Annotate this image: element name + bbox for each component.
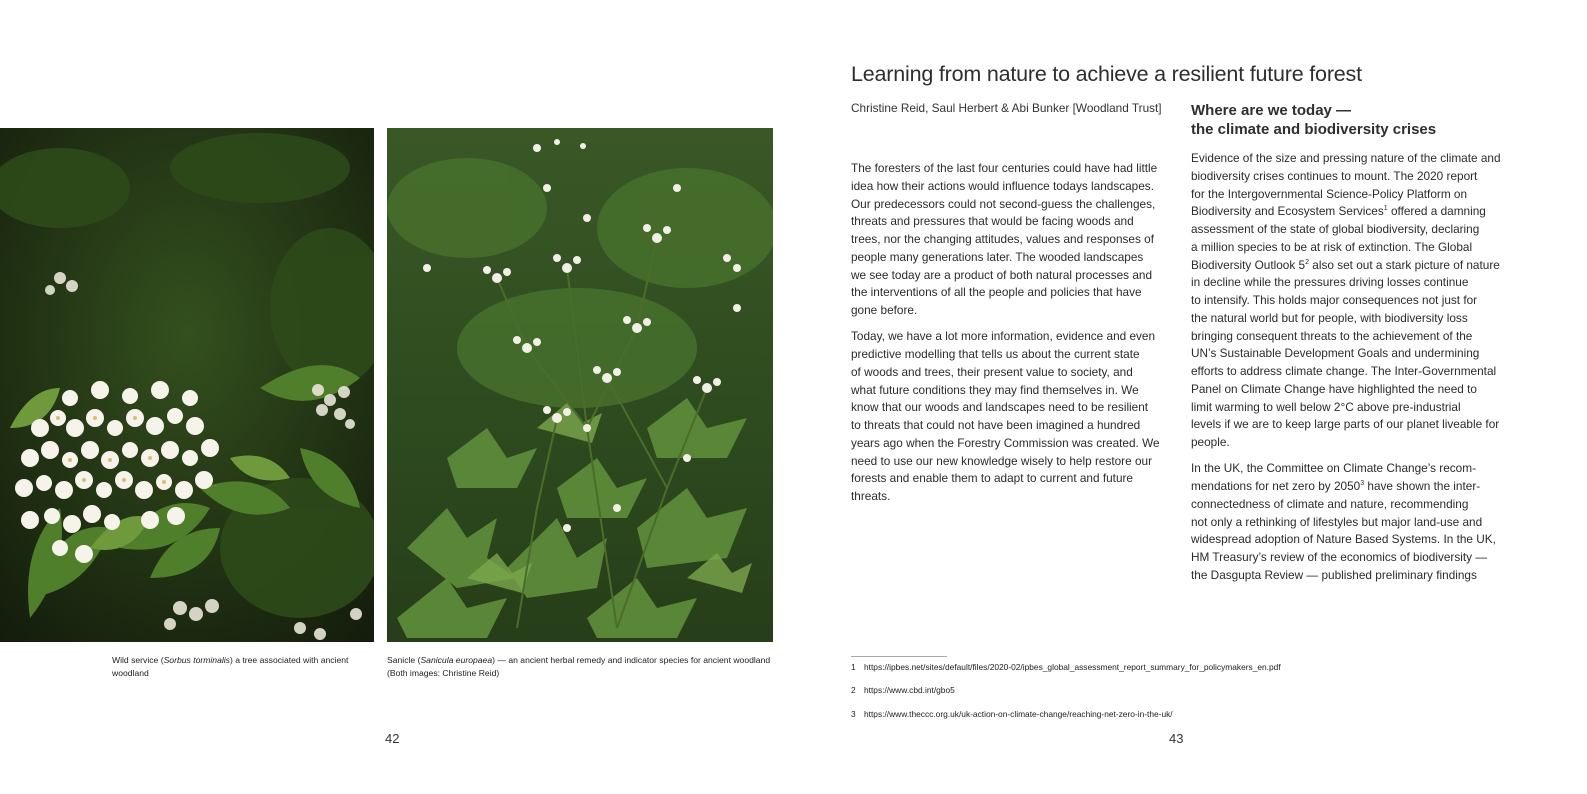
footnote-ref-1: 1 — [1383, 205, 1388, 213]
footnote-ref-3: 3 — [1360, 480, 1365, 488]
footnote-1[interactable] — [851, 662, 1281, 672]
body-column-right — [1191, 150, 1511, 593]
caption-text: Wild service ( — [112, 655, 164, 665]
caption-text: Sanicle ( — [387, 655, 421, 665]
sanicle-plant-image — [387, 128, 773, 642]
body-paragraph: The foresters of the last four centuries could have had little idea how their actions would influence todays landscapes. Our predecessors could not second-guess the challenges, threats and pressures that would be facing woods and trees, nor the changing attitudes, values and responses of people many generations later. The wooded landscapes we see today are a product of both natural processes and the interventions of all the people and policies that have gone before. — [851, 161, 1158, 317]
body-column-left — [851, 160, 1161, 514]
wild-service-blossom-image — [0, 128, 374, 642]
wild-service-photo — [0, 128, 374, 642]
footnote-link[interactable]: https://www.cbd.int/gbo5 — [864, 685, 955, 695]
caption-text: ) a tree associated with ancient woodland — [112, 655, 349, 678]
photo-credit: (Both images: Christine Reid) — [387, 668, 500, 678]
body-paragraph: Today, we have a lot more information, evidence and even predictive modelling that tells us about the current state of woods and trees, their present value to society, and what future conditions they may find themselves in. We know that our woods and landscapes need to be resilient to threats that could not have been imagined a hundred years ago when the Forestry Commission was created. We need to use our new knowledge wisely to help restore our forests and enable them to adapt to current and future threats. — [851, 329, 1160, 503]
footnote-3[interactable] — [851, 709, 1173, 719]
footnote-ref-2: 2 — [1305, 258, 1309, 266]
section-heading — [1191, 101, 1511, 139]
sanicle-photo — [387, 128, 773, 642]
page-number-left: 42 — [385, 731, 400, 746]
photo-caption-wild-service — [112, 654, 382, 680]
footnote-2[interactable] — [851, 685, 955, 695]
caption-scientific-name: Sorbus torminalis — [163, 655, 230, 665]
footnote-number: 2 — [851, 685, 856, 695]
caption-text: ) — an ancient herbal remedy and indicator species for ancient woodland — [492, 655, 771, 665]
footnote-divider — [851, 656, 947, 657]
body-paragraph: Evidence of the size and pressing nature of the climate and biodiversity crises continues to mount. The 2020 report for the Intergovernmental Science-Policy Platform on Biodiversity and Ecosystem Services$^1$ offered a damning assessment of the state of global biodiversity, declaring a million species to be at risk of extinction. The Global Biodiversity Outlook $5^2$ also set out a stark picture of nature in decline while the pressures driving losses continue to intensify. This holds major consequences not just for the natural world but for people, with biodiversity loss bringing consequent threats to the achievement of the UN’s Sustainable Development Goals and undermining efforts to address climate change. The Inter-Governmental Panel on Climate Change have highlighted the need to limit warming to well below 2°C above pre-industrial levels if we are to keep large parts of our planet liveable for people. — [1191, 151, 1501, 449]
article-authors: Christine Reid, Saul Herbert & Abi Bunker [Woodland Trust] — [851, 101, 1162, 115]
article-title: Learning from nature to achieve a resilient future forest — [851, 62, 1362, 86]
photo-caption-sanicle — [387, 654, 777, 680]
footnote-link[interactable]: https://ipbes.net/sites/default/files/2020-02/ipbes_global_assessment_report_summary_for_policymakers_en.pdf — [864, 662, 1281, 672]
caption-scientific-name: Sanicula europaea — [420, 655, 493, 665]
section-heading-line: the climate and biodiversity crises — [1191, 121, 1437, 138]
footnote-number: 3 — [851, 709, 856, 719]
page-number-right: 43 — [1169, 731, 1184, 746]
footnote-link[interactable]: https://www.theccc.org.uk/uk-action-on-climate-change/reaching-net-zero-in-the-uk/ — [864, 709, 1173, 719]
body-paragraph: In the UK, the Committee on Climate Change’s recom- mendations for net zero by 2050$^3$ have shown the inter- connectedness of climate and nature, recommending not only a rethinking of lifestyles but major land-use and widespread adoption of Nature Based Systems. In the UK, HM Treasury’s review of the economics of biodiversity — the Dasgupta Review — published preliminary findings — [1191, 461, 1496, 582]
footnote-number: 1 — [851, 662, 856, 672]
section-heading-line: Where are we today — — [1191, 102, 1352, 119]
